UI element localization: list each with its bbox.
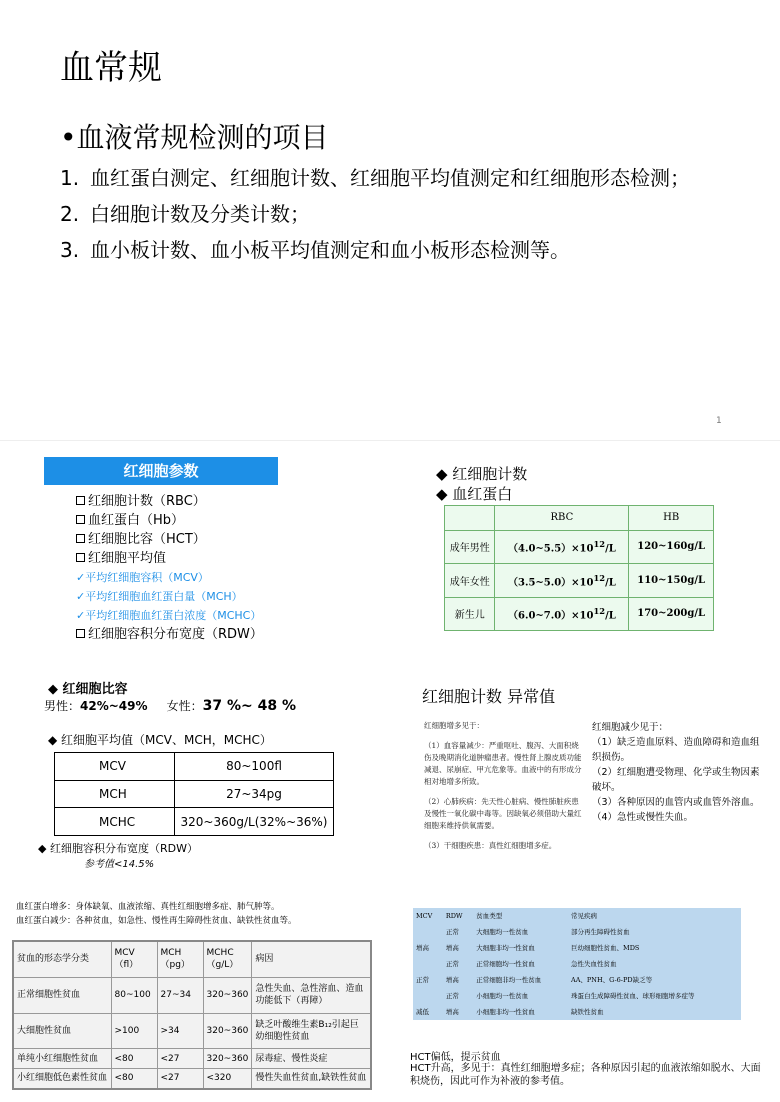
mcv-reference-table — [54, 752, 334, 836]
table-row: 单纯小红细胞性贫血 <80 <27 320~360 尿毒症、慢性炎症 — [13, 1049, 371, 1069]
table-row: 正常 大细胞均一性贫血 部分再生障碍性贫血 — [445, 927, 630, 936]
table-header-row: RBC HB — [445, 506, 714, 531]
hct-low-note: HCT偏低，提示贫血 — [410, 1052, 501, 1063]
table-header-row: MCV RDW 贫血类型 常见疾病 — [416, 911, 598, 920]
list-item: 红细胞容积分布宽度（RDW） — [76, 625, 263, 644]
checkbox-square-icon — [76, 515, 85, 524]
slide-bullet: •血液常规检测的项目 — [60, 121, 329, 154]
list-item: 3. 血小板计数、血小板平均值测定和血小板形态检测等。 — [60, 238, 570, 262]
hct-values: 男性：42%~49% 女性：37 %~ 48 % — [44, 698, 296, 714]
rbc-hb-reference-table — [444, 505, 714, 631]
hb-increase-note: 血红蛋白增多：身体缺氧、血液浓缩、真性红细胞增多症、肺气肿等。 — [16, 902, 280, 912]
table-row: 正常 小细胞均一性贫血 珠蛋白生成障碍性贫血、球形细胞增多症等 — [445, 991, 695, 1000]
rbc-params-header: 红细胞参数 — [44, 457, 278, 485]
list-item: 2. 白细胞计数及分类计数； — [60, 202, 310, 226]
table-row: MCV 80~100fl — [55, 753, 334, 781]
list-item: 血红蛋白（Hb） — [76, 511, 263, 530]
table-row: 增高 增高 大细胞非均一性贫血 巨幼细胞性贫血、MDS — [416, 943, 640, 952]
slide-divider — [0, 440, 780, 441]
rdw-reference: 参考值<14.5% — [84, 859, 155, 870]
table-row: 正常 增高 正常细胞非均一性贫血 AA、PNH、G-6-PD缺乏等 — [416, 975, 653, 984]
list-item: 红细胞平均值 — [76, 549, 263, 568]
hct-high-note: HCT升高，多见于：真性红细胞增多症；各种原因引起的血液浓缩如脱水、大面积烧伤，因此可作为补液的参考值。 — [410, 1063, 761, 1087]
rdw-title: ◆ 红细胞容积分布宽度（RDW） — [38, 842, 198, 855]
hb-decrease-note: 血红蛋白减少：各种贫血，如急性、慢性再生障碍性贫血、缺铁性贫血等。 — [16, 916, 297, 926]
table-row: 成年男性 $(4.0\sim 5.5)\times 10^{12}/L$ 120~160g/L — [445, 530, 714, 563]
test-items-list — [60, 164, 740, 272]
list-item: 红细胞计数（RBC） — [76, 492, 263, 511]
table-row: 正常细胞性贫血 80~100 27~34 320~360 急性失血、急性溶血、造血功能低下（再障） — [13, 977, 371, 1013]
rbc-decrease-list: 红细胞减少见于： （1）缺乏造血原料、造血障碍和造血组织损伤。 （2）红细胞遭受物理、化学或生物因素破坏。 （3）各种原因的血管内或血管外溶血。 （4）急性或慢性失血。 — [592, 722, 760, 823]
table-row: 小红细胞低色素性贫血 <80 <27 <320 慢性失血性贫血,缺铁性贫血 — [13, 1068, 371, 1089]
slide-title: 血常规 — [60, 48, 162, 88]
page-number: 1 — [716, 416, 722, 426]
anemia-classification-table — [12, 940, 372, 1090]
table-row: 成年女性 $(3.5\sim 5.0)\times 10^{12}/L$ 110~150g/L — [445, 564, 714, 597]
table-row: MCH 27~34pg — [55, 780, 334, 808]
table-row: 减低 增高 小细胞非均一性贫血 缺铁性贫血 — [416, 1007, 604, 1016]
checkbox-square-icon — [76, 496, 85, 505]
table-row: 新生儿 $(6.0\sim 7.0)\times 10^{12}/L$ 170~200g/L — [445, 597, 714, 631]
rdw-anemia-table — [413, 908, 741, 1020]
sub-item: ✓平均红细胞血红蛋白量（MCH） — [76, 590, 243, 603]
sub-item: ✓平均红细胞血红蛋白浓度（MCHC） — [76, 609, 262, 622]
checkbox-square-icon — [76, 553, 85, 562]
checkbox-square-icon — [76, 534, 85, 543]
table-row: MCHC 320~360g/L(32%~36%) — [55, 808, 334, 836]
list-item: 1. 血红蛋白测定、红细胞计数、红细胞平均值测定和红细胞形态检测； — [60, 166, 690, 190]
hct-title: ◆ 红细胞比容 — [48, 682, 128, 697]
table-row: 正常 正常细胞均一性贫血 急性失血性贫血 — [445, 959, 617, 968]
ref-table-title: ◆ 红细胞计数 ◆ 血红蛋白 — [436, 465, 528, 503]
sub-item: ✓平均红细胞容积（MCV） — [76, 571, 209, 584]
rbc-increase-list: 红细胞增多见于： （1）血容量减少：严重呕吐、腹泻、大面积烧伤及晚期消化道肿瘤患者。慢性肾上腺皮质功能减退、尿崩症、甲亢危象等。血液中的有形成分相对地增多所致。 （2）心肺疾病：先天性心脏病、慢性肺脏疾患及慢性一氧化碳中毒等。因缺氧必须借助大量红细胞来维持供氧需要。 （3）干细胞疾患：真性红细胞增多症。 — [424, 721, 582, 850]
checkbox-square-icon — [76, 629, 85, 638]
abnormal-title: 红细胞计数 异常值 — [422, 687, 556, 706]
rbc-params-list — [76, 492, 263, 644]
mcv-title: ◆ 红细胞平均值（MCV、MCH，MCHC） — [48, 733, 272, 747]
list-item: 红细胞比容（HCT） — [76, 530, 263, 549]
table-row: 大细胞性贫血 >100 >34 320~360 缺乏叶酸维生素B₁₂引起巨幼细胞性贫血 — [13, 1013, 371, 1049]
slide-blood-routine — [0, 0, 780, 440]
table-header-row: 贫血的形态学分类 MCV（fl） MCH（pg） MCHC（g/L） 病因 — [13, 941, 371, 977]
